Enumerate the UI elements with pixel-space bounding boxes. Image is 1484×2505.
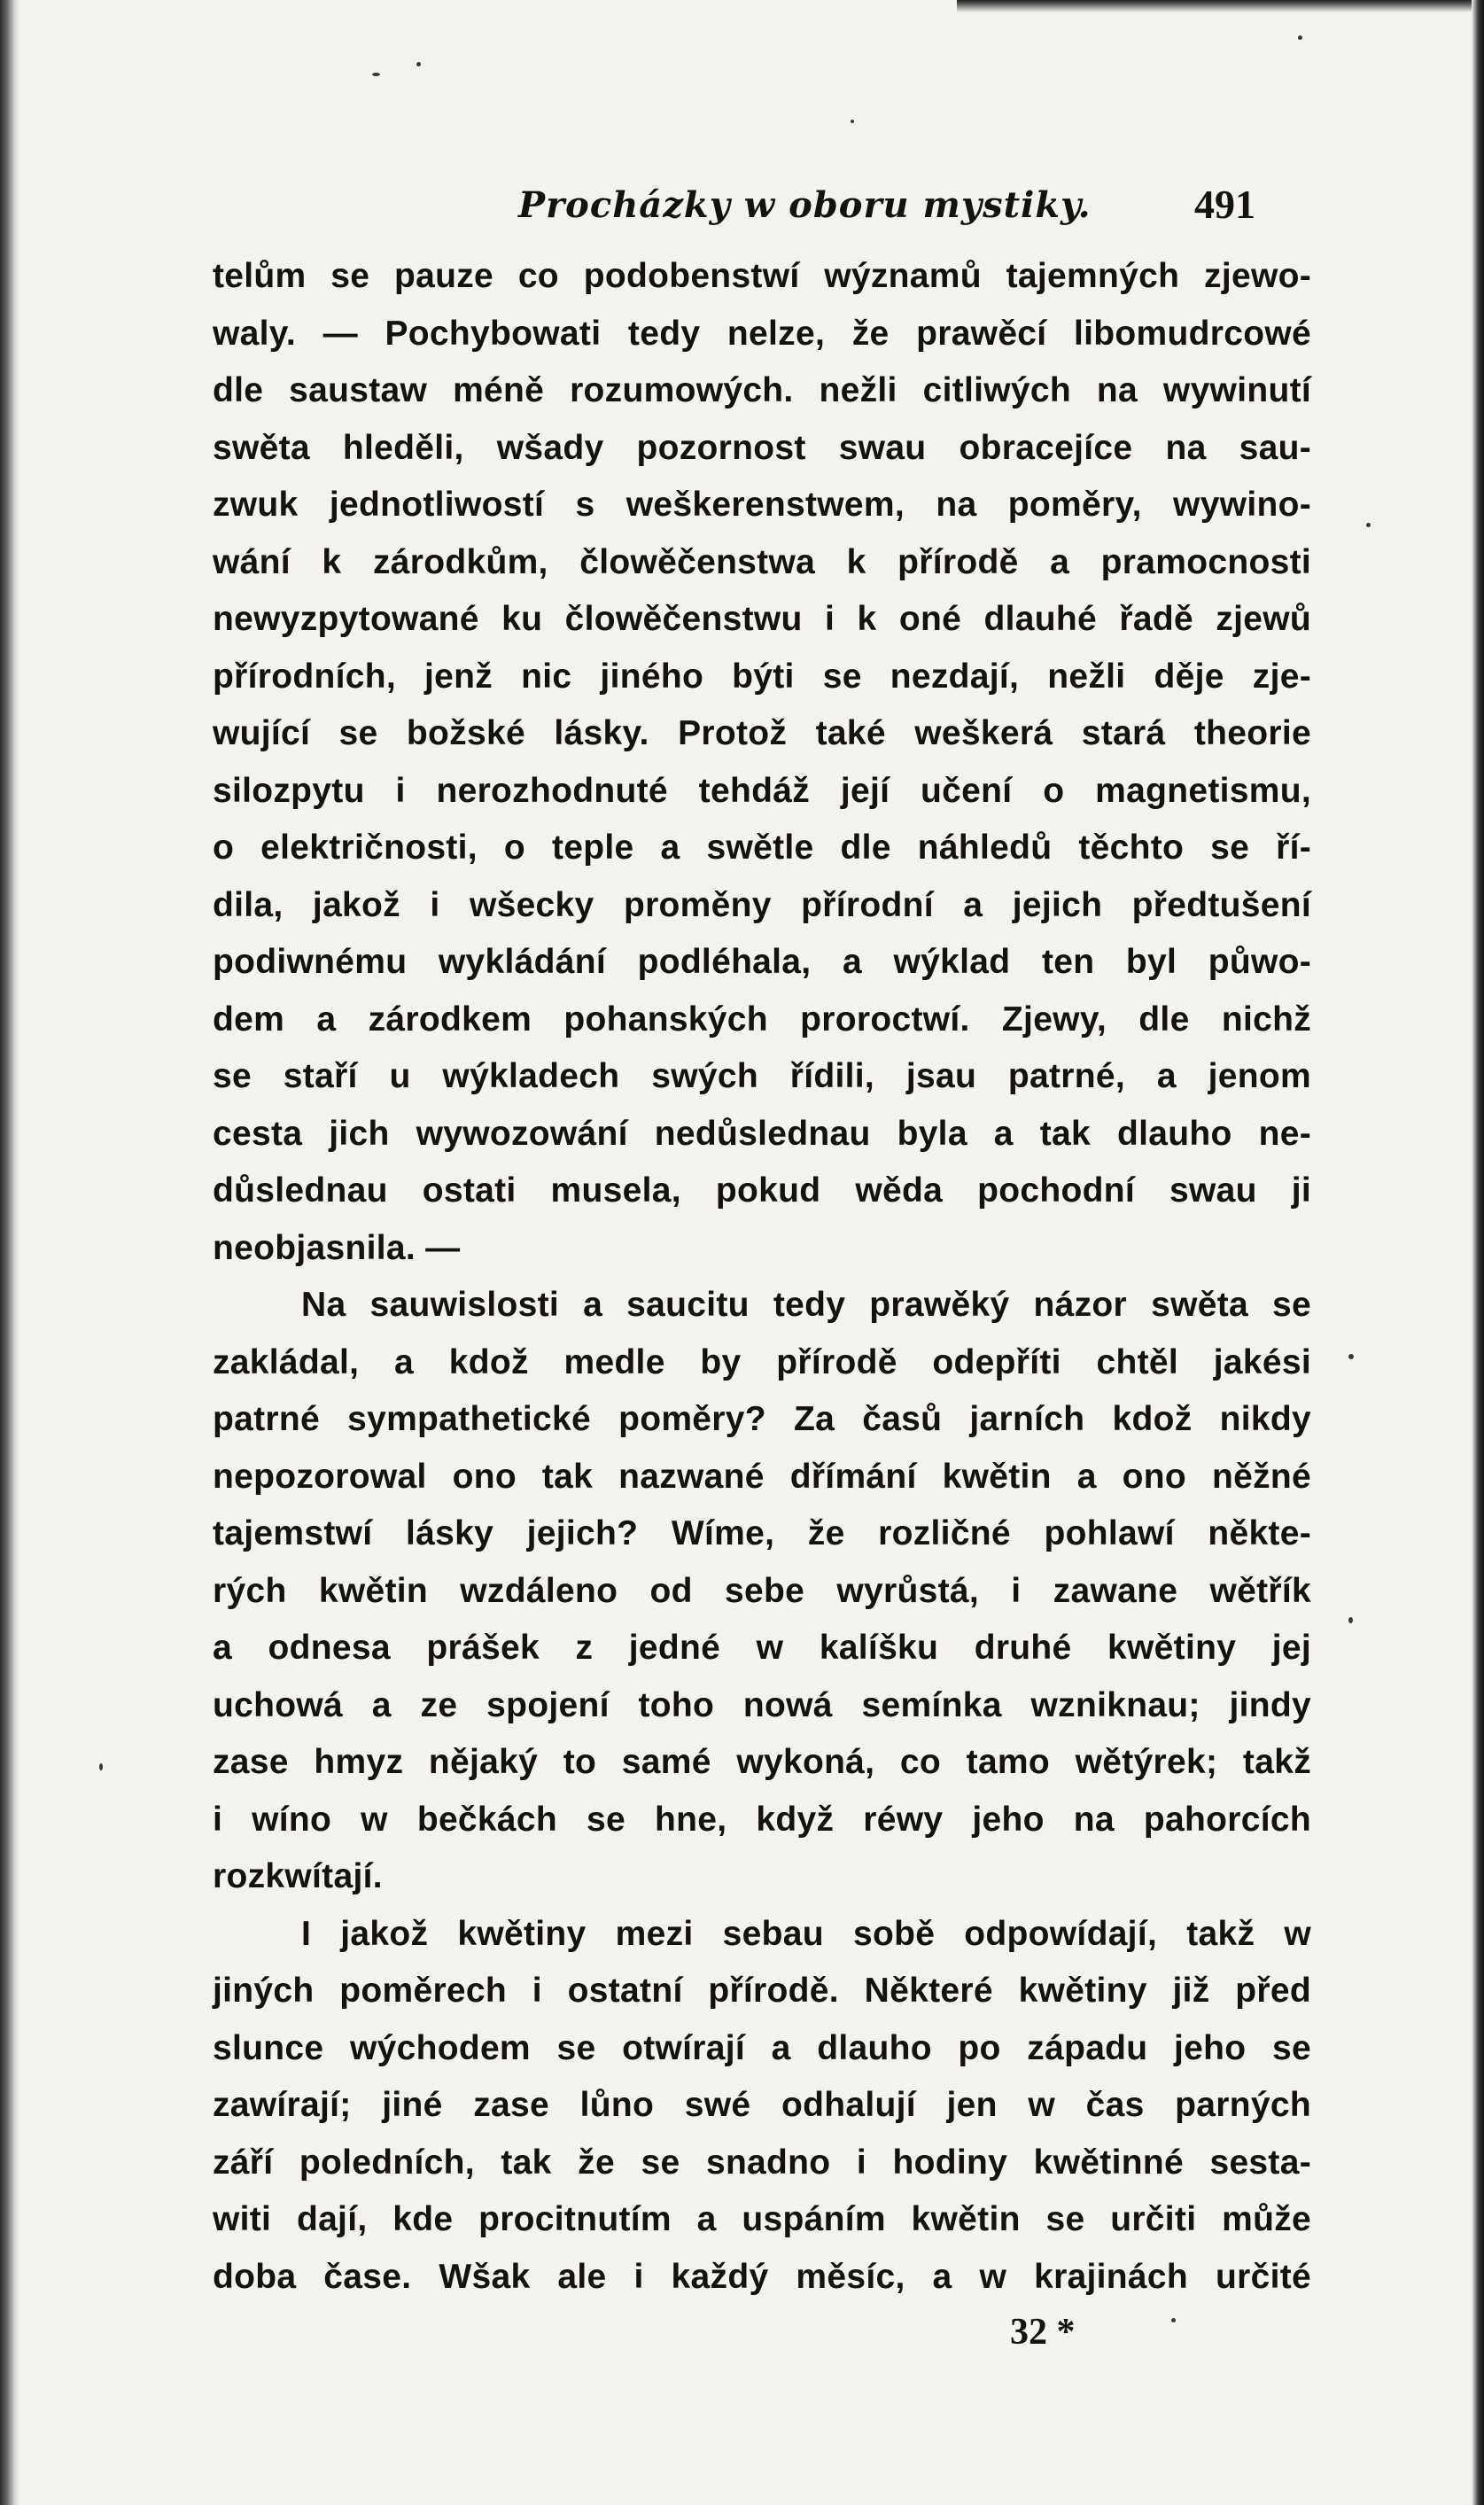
text-line: wující se božské lásky. Protož také weškerá stará theorie <box>213 714 1311 752</box>
text-line: září poledních, tak že se snadno i hodiny kwětinné sesta- <box>213 2143 1311 2182</box>
text-line: jiných poměrech i ostatní přírodě. Některé kwětiny již před <box>213 1972 1311 2010</box>
text-line: witi dají, kde procitnutím a uspáním kwětin se určiti může <box>213 2200 1311 2238</box>
paragraph-3 <box>213 1906 1311 2307</box>
book-page <box>213 168 1311 2377</box>
page-header <box>213 168 1311 248</box>
text-line: i wíno w bečkách se hne, když réwy jeho na pahorcích <box>213 1800 1311 1839</box>
text-line: patrné sympathetické poměry? Za časů jarních kdož nikdy <box>213 1400 1311 1438</box>
text-line: důslednau ostati musela, pokud wěda pochodní swau ji <box>213 1171 1311 1210</box>
paragraph-1 <box>213 248 1311 1277</box>
text-line: přírodních, jenž nic jiného býti se nezdají, nežli děje zje- <box>213 657 1311 696</box>
text-line: a odnesa prášek z jedné w kalíšku druhé kwětiny jej <box>213 1629 1311 1667</box>
text-line: I jakož kwětiny mezi sebau sobě odpowídají, takž w <box>301 1914 1311 1953</box>
text-line: doba čase. Wšak ale i každý měsíc, a w krajinách určité <box>213 2257 1311 2296</box>
text-line: uchowá a ze spojení toho nowá semínka wzniknau; jindy <box>213 1685 1311 1724</box>
scan-binding-shadow <box>0 0 19 2505</box>
text-line: wání k zárodkům, člowěčenstwa k přírodě a pramocnosti <box>213 542 1311 581</box>
text-line: telům se pauze co podobenstwí wýznamů tajemných zjewo- <box>213 257 1311 295</box>
text-line: dle saustaw méně rozumowých. nežli citliwých na wywinutí <box>213 371 1311 409</box>
text-line: o električnosti, o teple a swětle dle náhledů těchto se ří- <box>213 829 1311 867</box>
text-line: zwuk jednotliwostí s weškerenstwem, na poměry, wywino- <box>213 486 1311 524</box>
text-line: newyzpytowané ku člowěčenstwu i k oné dlauhé řadě zjewů <box>213 600 1311 638</box>
page-footer <box>213 2306 1311 2377</box>
text-line: waly. — Pochybowati tedy nelze, že prawěcí libomudrcowé <box>213 314 1311 353</box>
text-line: swěta hleděli, wšady pozornost swau obracejíce na sau- <box>213 428 1311 467</box>
text-line: silozpytu i nerozhodnuté tehdáž její učení o magnetismu, <box>213 771 1311 810</box>
text-line: zawírají; jiné zase lůno swé odhalují jen w čas parných <box>213 2086 1311 2124</box>
running-title: Procházky w oboru mystiky. <box>518 184 1092 226</box>
text-line: cesta jich wywozowání nedůslednau byla a tak dlauho ne- <box>213 1114 1311 1153</box>
paragraph-2 <box>213 1277 1311 1906</box>
page-number: 491 <box>1194 182 1255 227</box>
text-line: tajemstwí lásky jejich? Wíme, že rozličné pohlawí někte- <box>213 1514 1311 1552</box>
text-line: nepozorowal ono tak nazwané dřímání kwětin a ono něžné <box>213 1457 1311 1496</box>
scan-top-edge-shadow <box>957 0 1472 12</box>
text-line: zase hmyz nějaký to samé wykoná, co tamo wětýrek; takž <box>213 1743 1311 1781</box>
text-line: dem a zárodkem pohanských proroctwí. Zjewy, dle nichž <box>213 1000 1311 1039</box>
scan-right-edge-shadow <box>1472 0 1484 2505</box>
text-line: Na sauwislosti a saucitu tedy prawěký názor swěta se <box>301 1286 1311 1324</box>
body-text <box>213 248 1311 2306</box>
text-line: se staří u wýkladech swých řídili, jsau patrné, a jenom <box>213 1057 1311 1095</box>
text-line: slunce wýchodem se otwírají a dlauho po západu jeho se <box>213 2028 1311 2067</box>
text-line: dila, jakož i wšecky proměny přírodní a jejich předtušení <box>213 885 1311 924</box>
signature-mark: 32 * <box>1010 2312 1076 2353</box>
text-line: zakládal, a kdož medle by přírodě odepříti chtěl jakési <box>213 1342 1311 1381</box>
text-line: podiwnému wykládání podléhala, a wýklad ten byl půwo- <box>213 943 1311 981</box>
text-line: rých kwětin wzdáleno od sebe wyrůstá, i zawane wětřík <box>213 1571 1311 1610</box>
text-line: neobjasnila. — <box>213 1228 461 1267</box>
text-line: rozkwítají. <box>213 1857 383 1895</box>
